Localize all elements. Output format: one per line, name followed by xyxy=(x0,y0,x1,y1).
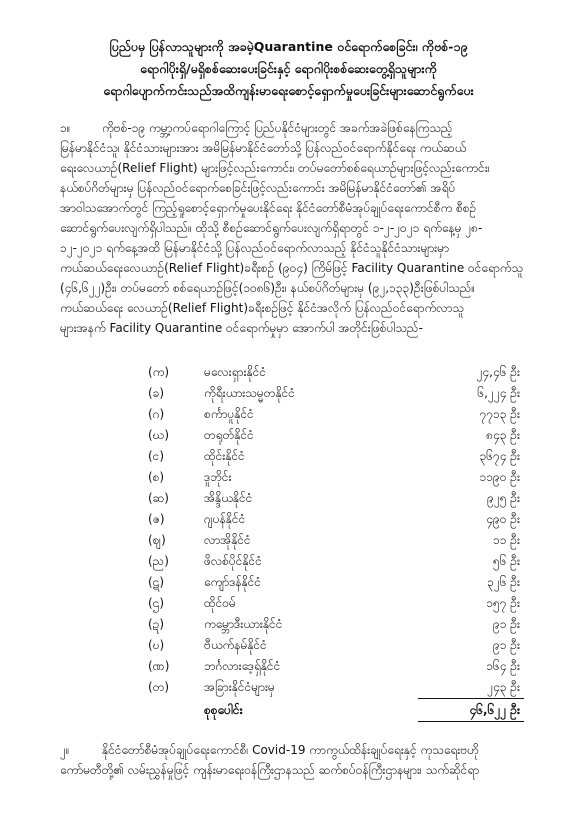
list-item: (ဆ) အိန္ဒိယနိုင်ငံ ၉၂၅ ဦး xyxy=(148,491,520,505)
list-item: (က) မလေးရှားနိုင်ငံ ၂၄,၄၆ ဦး xyxy=(148,365,520,379)
list-item: (ဍ) ကမ္ဘောဒီးယားနိုင်ငံ ၉၁ ဦး xyxy=(148,617,520,631)
list-item: (ဋ) ကျော်ဒန်နိုင်ငံ ၃၂၆ ဦး xyxy=(148,575,520,589)
list-item: (ဇ) ဂျပန်နိုင်ငံ ၄၉၀ ဦး xyxy=(148,512,520,526)
list-item: (ခ) ကိုရီးယားသမ္မတနိုင်ငံ ၆,၂၂၄ ဦး xyxy=(148,386,520,400)
list-item: (ဈ) လာအိုနိုင်ငံ ၁၁ ဦး xyxy=(148,533,520,547)
document-title-line-1: ပြည်ပမှ ပြန်လာသူများကို အခမဲ့Quarantine ဝင်ရောက်စေခြင်း၊ ကိုဗစ်-၁၉ xyxy=(109,39,468,54)
paragraph-1 xyxy=(60,118,546,338)
paragraph-1-line: ရေးလေယာဉ်(Relief Flight) များဖြင့်လည်းကောင်း၊ တပ်မတော်စစ်ရေယာဉ်များဖြင့်လည်းကောင်း၊ xyxy=(60,161,490,175)
total-rule-bottom xyxy=(418,721,524,722)
paragraph-1-line: မြန်မာနိုင်ငံသူ၊ နိုင်ငံသားများအား အမိမြန်မာနိုင်ငံတော်သို့ ပြန်လည်ဝင်ရောက်နိုင်ရေး ကယ်ဆယ် xyxy=(60,141,467,155)
paragraph-1-line: ၁၂-၂၀၂၁ ရက်နေ့အထိ မြန်မာနိုင်ငံသို့ ပြန်လည်ဝင်ရောက်လာသည့် နိုင်ငံသူနိုင်ငံသားများမှာ xyxy=(60,241,449,255)
paragraph-1-number: ၁။ xyxy=(60,121,71,135)
total-rule-top xyxy=(418,698,524,699)
paragraph-2-number: ၂။ xyxy=(60,743,70,757)
list-item: (တ) အခြားနိုင်ငံများမှ ၂၄၃ ဦး xyxy=(148,680,520,694)
list-item: (ည) ဖိလစ်ပိုင်နိုင်ငံ ၅၆ ဦး xyxy=(148,554,520,568)
paragraph-2 xyxy=(60,740,546,780)
list-item: (ဏ) ဘင်္ဂလားဒေ့ရှ်နိုင်ငံ ၁၆၄ ဦး xyxy=(148,659,520,673)
total-row xyxy=(0,700,577,720)
paragraph-1-line: ကယ်ဆယ်ရေး လေယာဉ်(Relief Flight)ခရီးစဉ်ဖြင့် နိုင်ငံအလိုက် ပြန်လည်ဝင်ရောက်လာသူ xyxy=(60,301,464,315)
paragraph-2-line: ကော်မတီတို့၏ လမ်းညွှန်မှုဖြင့် ကျန်းမာရေးဝန်ကြီးဌာနသည် ဆက်စပ်ဝန်ကြီးဌာနများ၊ သက်ဆိုင်ရာ xyxy=(60,763,480,777)
paragraph-1-line: (၄၆,၆၂၂)ဦး၊ တပ်မတော် စစ်ရေယာဉ်ဖြင့်(၁၀၈၆)ဦး၊ နယ်စပ်ဂိတ်များမှ (၉၂,၁၃၃)ဦးဖြစ်ပါသည်။ xyxy=(60,281,476,295)
list-item: (ဌ) ထိုင်ဝမ် ၁၅၇ ဦး xyxy=(148,596,520,610)
paragraph-2-line: ၂။ နိုင်ငံတော်စီမံအုပ်ချုပ်ရေးကောင်စီ၊ Covid-19 ကာကွယ်ထိန်းချုပ်ရေးနှင့် ကုသရေးဗဟို xyxy=(60,740,546,760)
paragraph-1-line: အာဝါသအောက်တွင် ကြည့်ရှုစောင့်ရှောက်မှုပေးနိုင်ရေး နိုင်ငံတော်စီမံအုပ်ချုပ်ရေးကောင်စီက စီစဉ် xyxy=(60,201,477,215)
document-title-line-2: ရောဂါပိုးရှိ/မရှိစစ်ဆေးပေးခြင်းနှင့် ရောဂါပိုးစစ်ဆေးတွေ့ရှိသူများကို xyxy=(140,61,437,76)
document-title-line-3: ရောဂါပျောက်ကင်းသည်အထိကျန်းမာရေးစောင့်ရှောက်မှုပေးခြင်းများဆောင်ရွက်ပေး xyxy=(103,83,474,98)
paragraph-1-line: ဆောင်ရွက်ပေးလျက်ရှိပါသည်။ ထိုသို့ စီစဉ်ဆောင်ရွက်ပေးလျက်ရှိရာတွင် ၁-၂-၂၀၂၁ ရက်နေ့မှ ၂၈- xyxy=(60,221,483,235)
total-value: ၄၆,၆၂၂ ဦး xyxy=(469,703,520,717)
list-item: (ဎ) ဗီယက်နမ်နိုင်ငံ ၉၁ ဦး xyxy=(148,638,520,652)
paragraph-1-line: နယ်စပ်ဂိတ်များမှ ပြန်လည်ဝင်ရောက်စေခြင်းဖြင့်လည်းကောင်း အမိမြန်မာနိုင်ငံတော်၏ အရိပ် xyxy=(60,181,456,195)
list-item: (စ) ဒူဘိုင်း ၁၁၉၀ ဦး xyxy=(148,470,520,484)
paragraph-1-line: ၁။ ကိုဗစ်-၁၉ ကမ္ဘာ့ကပ်ရောဂါကြောင့် ပြည်ပနိုင်ငံများတွင် အခက်အခဲဖြစ်နေကြသည့် xyxy=(60,118,546,138)
list-item: (ဃ) တရုတ်နိုင်ငံ ၈၄၃ ဦး xyxy=(148,428,520,442)
paragraph-1-line: ကယ်ဆယ်ရေးလေယာဉ်(Relief Flight)ခရီးစဉ် (၉၀၄) ကြိမ်ဖြင့် Facility Quarantine ဝင်ရောက်သူ xyxy=(60,261,524,275)
list-item: (ဂ) စင်္ကာပူနိုင်ငံ ၇၇၁၃ ဦး xyxy=(148,407,520,421)
total-label: စုစုပေါင်း xyxy=(204,703,243,717)
list-item: (င) ထိုင်းနိုင်ငံ ၃၆၇၄ ဦး xyxy=(148,449,520,463)
paragraph-1-line: များအနက် Facility Quarantine ဝင်ရောက်မှုမှာ အောက်ပါ အတိုင်းဖြစ်ပါသည်- xyxy=(60,321,423,335)
